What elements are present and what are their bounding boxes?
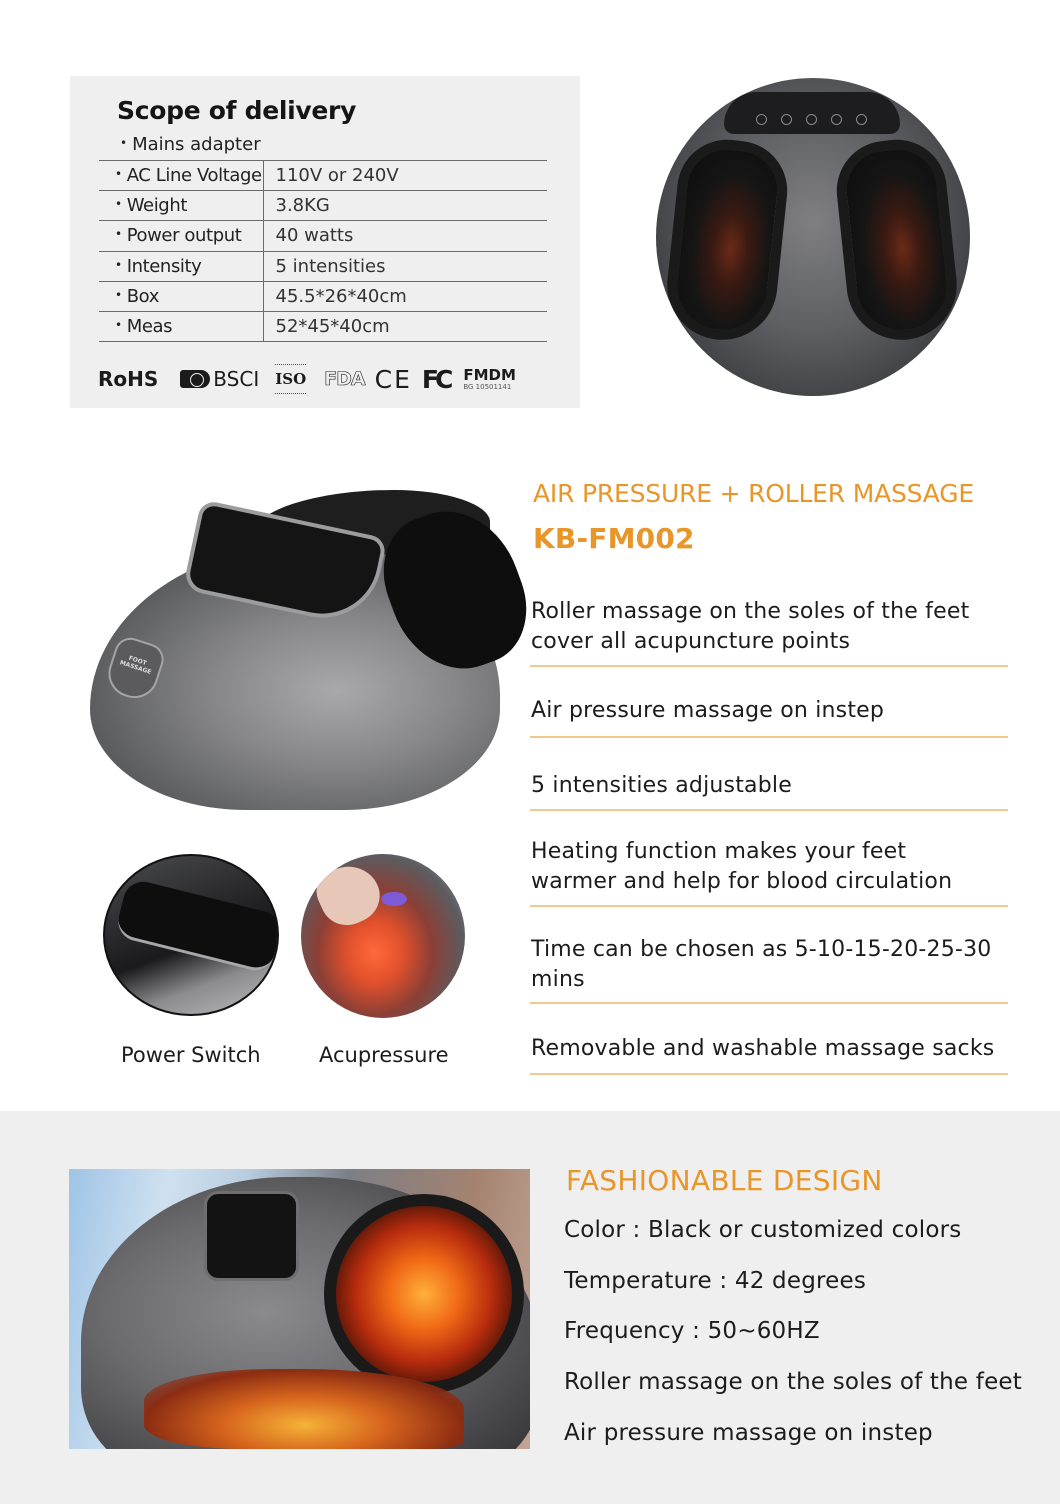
spec-label [99,311,263,341]
control-panel [204,1191,299,1281]
fda-logo-icon: FDA [324,368,365,390]
spec-label [99,191,263,221]
scope-mains-item [120,134,261,155]
table-row [99,251,547,281]
feature-line: Roller massage on the soles of the feet [531,599,970,624]
product-image-top-view [652,72,972,402]
heated-foot-well [324,1194,524,1394]
feature-item [531,1034,1008,1064]
control-panel [114,878,279,975]
product-image-side-view [90,490,520,810]
scope-of-delivery-panel [70,76,580,408]
feature-line: Removable and washable massage sacks [531,1036,995,1061]
feature-line: mins [531,967,585,992]
spec-label-text: Box [126,285,159,307]
divider [530,1073,1008,1075]
spec-label [99,221,263,251]
bsci-logo-icon [180,367,259,391]
power-icon [806,114,817,125]
table-row [99,311,547,341]
design-spec-line: Temperature : 42 degrees [564,1268,867,1294]
control-button-icon [856,114,867,125]
table-row [99,191,547,221]
spec-value: 110V or 240V [263,161,547,191]
design-heading: FASHIONABLE DESIGN [566,1164,883,1197]
model-number: KB-FM002 [533,522,695,555]
feature-item [531,696,1008,726]
bullet: • [115,257,122,272]
spec-label [99,251,263,281]
power-switch-detail-image [103,854,279,1016]
bullet: • [115,167,122,182]
design-spec-line: Air pressure massage on instep [564,1420,933,1446]
bullet: • [115,318,122,333]
spec-label-text: Power output [126,225,242,247]
spec-value: 40 watts [263,221,547,251]
design-spec-line: Roller massage on the soles of the feet [564,1369,1022,1395]
control-button-icon [831,114,842,125]
spec-value: 52*45*40cm [263,311,547,341]
bullet: • [115,287,122,302]
fmdm-text: FMDM [463,365,516,384]
feature-heading: AIR PRESSURE + ROLLER MASSAGE [533,479,975,508]
spec-label-text: Meas [126,316,173,338]
acupressure-caption: Acupressure [319,1043,449,1067]
divider [530,736,1008,738]
table-row [99,161,547,191]
divider [530,1002,1008,1004]
bullet: • [115,197,122,212]
fc-logo-icon: FC [421,364,450,394]
spec-value: 45.5*26*40cm [263,281,547,311]
spec-label [99,281,263,311]
feature-item [531,771,1008,801]
heated-sole-illustration [144,1369,464,1449]
spec-label-text: AC Line Voltage [126,165,262,187]
fashionable-design-section [0,1111,1060,1504]
divider [530,905,1008,907]
feature-line: Heating function makes your feet [531,839,907,864]
acupressure-detail-image [301,854,465,1018]
scope-title: Scope of delivery [117,96,357,125]
table-row [99,221,547,251]
spec-value: 3.8KG [263,191,547,221]
certification-logos [98,364,538,394]
spec-value: 5 intensities [263,251,547,281]
feature-line: Time can be chosen as 5-10-15-20-25-30 [531,937,992,962]
rohs-logo-icon: RoHS [98,367,159,391]
bullet: • [120,136,128,150]
bsci-hand-icon [180,370,210,388]
feature-item [531,837,1008,897]
power-switch-caption: Power Switch [121,1043,261,1067]
ce-logo-icon: CE [374,364,412,394]
divider [530,809,1008,811]
divider [530,665,1008,667]
bsci-text: BSCI [213,367,260,391]
feature-item [531,935,1008,995]
spec-label [99,161,263,191]
control-panel [724,92,900,134]
feature-item [531,597,1008,657]
feature-line: warmer and help for blood circulation [531,869,953,894]
foot-massage-badge: FOOT MASSAGE [102,634,167,705]
feature-line: Air pressure massage on instep [531,698,885,723]
control-button-icon [781,114,792,125]
hand-image [310,856,389,934]
product-image-heat-cutaway [69,1169,530,1449]
design-spec-line: Color : Black or customized colors [564,1217,962,1243]
feature-line: 5 intensities adjustable [531,773,792,798]
feature-line: cover all acupuncture points [531,629,851,654]
fmdm-logo-icon [463,365,516,391]
iso-logo-icon: ISO [275,364,306,394]
spec-label-text: Weight [126,195,187,217]
spec-table [99,160,547,342]
spec-label-text: Intensity [126,255,202,277]
fmdm-code: BG 10501141 [463,382,512,391]
bullet: • [115,227,122,242]
mains-label: Mains adapter [132,134,261,155]
control-button-icon [756,114,767,125]
design-spec-line: Frequency : 50~60HZ [564,1318,820,1344]
indicator-light [381,892,407,906]
table-row [99,281,547,311]
